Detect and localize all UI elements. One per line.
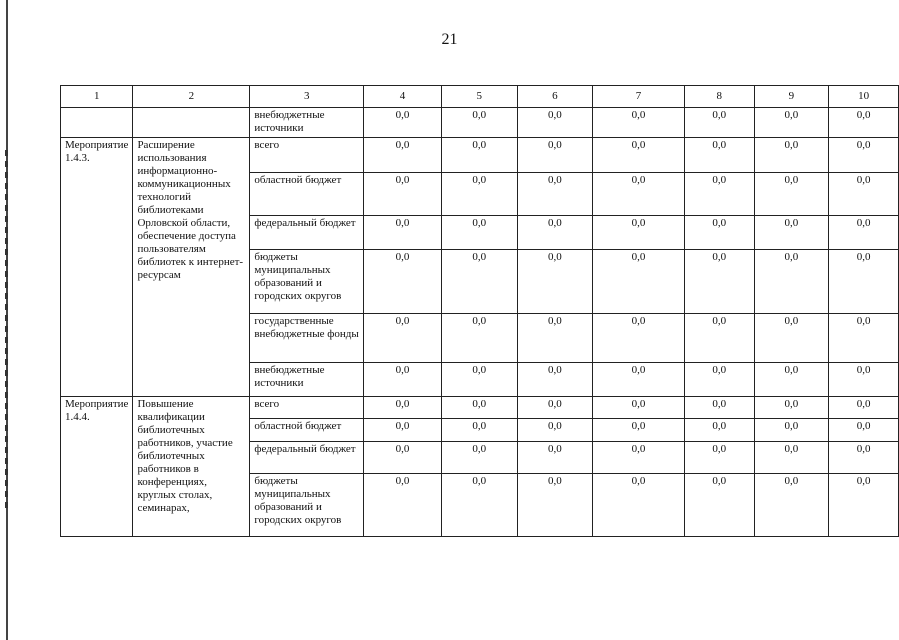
measure-description-cell [133, 108, 250, 138]
value-cell: 0,0 [754, 108, 829, 138]
value-cell: 0,0 [441, 108, 517, 138]
value-cell: 0,0 [593, 419, 685, 442]
scan-binding-edge [6, 0, 8, 640]
value-cell: 0,0 [684, 442, 754, 474]
page-number: 21 [441, 31, 458, 48]
value-cell: 0,0 [593, 363, 685, 397]
funding-source: федеральный бюджет [250, 442, 364, 474]
value-cell: 0,0 [593, 314, 685, 363]
funding-source: областной бюджет [250, 419, 364, 442]
value-cell: 0,0 [684, 173, 754, 216]
funding-source: областной бюджет [250, 173, 364, 216]
value-cell: 0,0 [441, 442, 517, 474]
value-cell: 0,0 [517, 216, 593, 250]
value-cell: 0,0 [754, 216, 829, 250]
value-cell: 0,0 [754, 314, 829, 363]
value-cell: 0,0 [364, 250, 442, 314]
funding-source: внебюджетные источники [250, 108, 364, 138]
value-cell: 0,0 [441, 314, 517, 363]
value-cell: 0,0 [829, 250, 899, 314]
value-cell: 0,0 [829, 138, 899, 173]
value-cell: 0,0 [684, 397, 754, 419]
value-cell: 0,0 [517, 419, 593, 442]
measure-description: Повышение квалификации библиотечных работников, участие библиотечных работников в конференциях, круглых столах, семинарах, [133, 397, 250, 537]
value-cell: 0,0 [364, 314, 442, 363]
value-cell: 0,0 [593, 108, 685, 138]
value-cell: 0,0 [684, 250, 754, 314]
header-cell: 8 [684, 86, 754, 108]
value-cell: 0,0 [593, 397, 685, 419]
measure-id: Мероприятие 1.4.3. [61, 138, 133, 397]
funding-source: всего [250, 138, 364, 173]
value-cell: 0,0 [754, 250, 829, 314]
funding-source: внебюджетные источники [250, 363, 364, 397]
value-cell: 0,0 [754, 138, 829, 173]
header-cell: 6 [517, 86, 593, 108]
header-cell: 10 [829, 86, 899, 108]
value-cell: 0,0 [364, 216, 442, 250]
value-cell: 0,0 [364, 363, 442, 397]
value-cell: 0,0 [593, 442, 685, 474]
value-cell: 0,0 [829, 216, 899, 250]
measure-id-cell [61, 108, 133, 138]
value-cell: 0,0 [517, 250, 593, 314]
value-cell: 0,0 [684, 419, 754, 442]
value-cell: 0,0 [684, 138, 754, 173]
value-cell: 0,0 [517, 138, 593, 173]
value-cell: 0,0 [517, 397, 593, 419]
value-cell: 0,0 [829, 314, 899, 363]
header-cell: 4 [364, 86, 442, 108]
value-cell: 0,0 [593, 138, 685, 173]
value-cell: 0,0 [364, 474, 442, 537]
value-cell: 0,0 [754, 442, 829, 474]
value-cell: 0,0 [517, 314, 593, 363]
value-cell: 0,0 [364, 138, 442, 173]
value-cell: 0,0 [829, 173, 899, 216]
value-cell: 0,0 [829, 108, 899, 138]
value-cell: 0,0 [441, 419, 517, 442]
value-cell: 0,0 [364, 397, 442, 419]
measure-id: Мероприятие 1.4.4. [61, 397, 133, 537]
value-cell: 0,0 [441, 363, 517, 397]
value-cell: 0,0 [441, 397, 517, 419]
header-cell: 9 [754, 86, 829, 108]
value-cell: 0,0 [441, 216, 517, 250]
value-cell: 0,0 [517, 108, 593, 138]
value-cell: 0,0 [517, 442, 593, 474]
value-cell: 0,0 [441, 250, 517, 314]
funding-source: федеральный бюджет [250, 216, 364, 250]
value-cell: 0,0 [441, 138, 517, 173]
value-cell: 0,0 [829, 442, 899, 474]
funding-source: государственные внебюджетные фонды [250, 314, 364, 363]
value-cell: 0,0 [829, 474, 899, 537]
value-cell: 0,0 [364, 108, 442, 138]
header-cell: 3 [250, 86, 364, 108]
value-cell: 0,0 [829, 397, 899, 419]
value-cell: 0,0 [593, 216, 685, 250]
header-row [61, 86, 899, 108]
value-cell: 0,0 [593, 250, 685, 314]
value-cell: 0,0 [364, 173, 442, 216]
funding-source: бюджеты муниципальных образований и городских округов [250, 250, 364, 314]
value-cell: 0,0 [364, 442, 442, 474]
value-cell: 0,0 [517, 474, 593, 537]
table-row [61, 108, 899, 138]
value-cell: 0,0 [684, 474, 754, 537]
value-cell: 0,0 [829, 363, 899, 397]
value-cell: 0,0 [593, 474, 685, 537]
value-cell: 0,0 [754, 397, 829, 419]
table-row [61, 397, 899, 419]
value-cell: 0,0 [684, 314, 754, 363]
value-cell: 0,0 [754, 419, 829, 442]
header-cell: 7 [593, 86, 685, 108]
value-cell: 0,0 [517, 173, 593, 216]
measure-description: Расширение использования информационно-коммуникационных технологий библиотеками Орловской области, обеспечение доступа пользователям библиотек к интернет-ресурсам [133, 138, 250, 397]
value-cell: 0,0 [684, 108, 754, 138]
value-cell: 0,0 [754, 363, 829, 397]
value-cell: 0,0 [754, 173, 829, 216]
value-cell: 0,0 [441, 474, 517, 537]
value-cell: 0,0 [829, 419, 899, 442]
value-cell: 0,0 [364, 419, 442, 442]
table-row [61, 138, 899, 173]
value-cell: 0,0 [684, 363, 754, 397]
value-cell: 0,0 [593, 173, 685, 216]
funding-source: всего [250, 397, 364, 419]
value-cell: 0,0 [441, 173, 517, 216]
value-cell: 0,0 [754, 474, 829, 537]
header-cell: 5 [441, 86, 517, 108]
header-cell: 2 [133, 86, 250, 108]
value-cell: 0,0 [517, 363, 593, 397]
header-cell: 1 [61, 86, 133, 108]
value-cell: 0,0 [684, 216, 754, 250]
funding-source: бюджеты муниципальных образований и городских округов [250, 474, 364, 537]
funding-table [60, 85, 899, 537]
